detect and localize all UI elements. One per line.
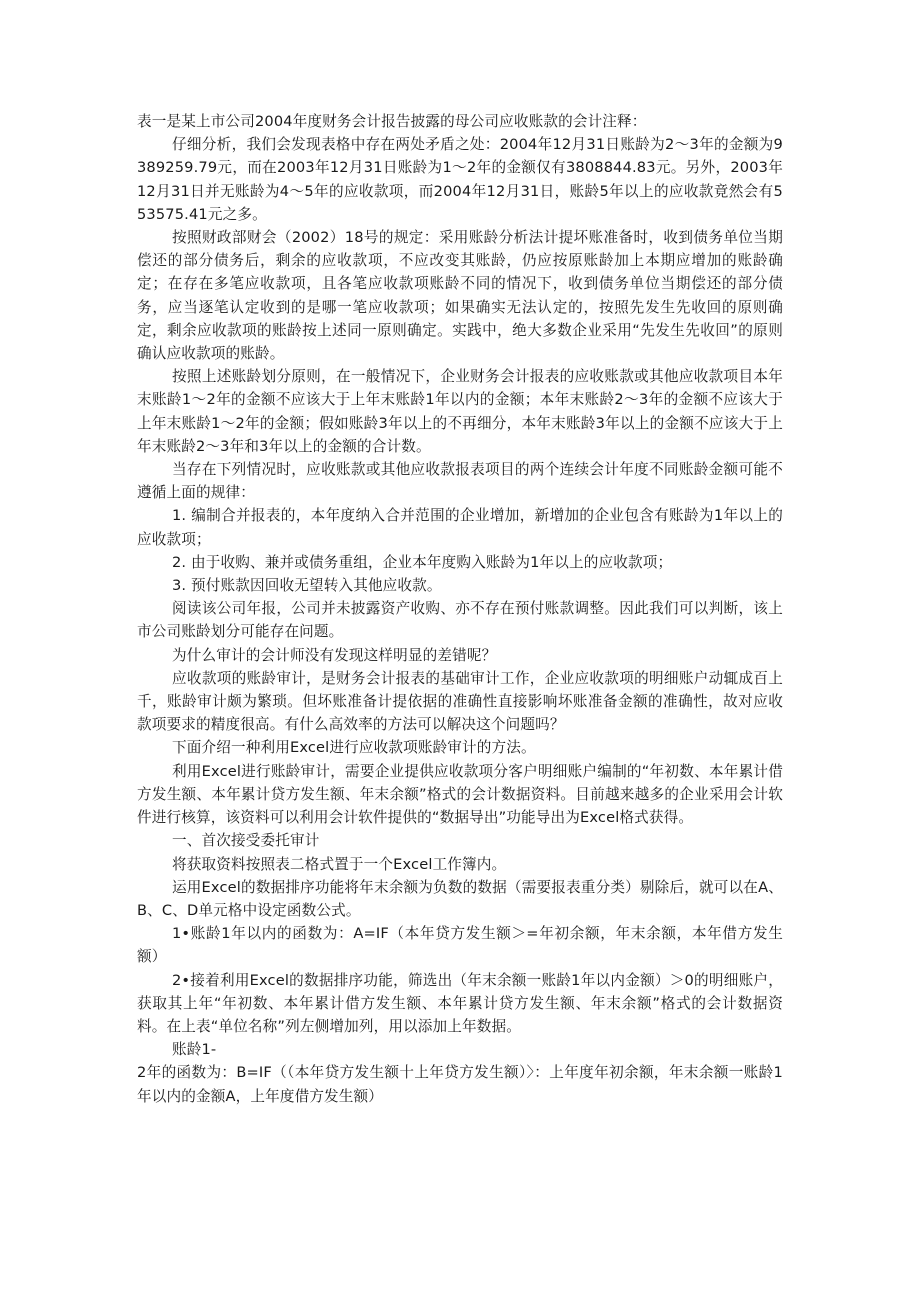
paragraph-sorting: 运用Excel的数据排序功能将年末余额为负数的数据（需要报表重分类）剔除后，就可以在A、B、C、D单元格中设定函数公式。 [137,878,783,919]
list-item-2: 2. 由于收购、兼并或债务重组，企业本年度购入账龄为1年以上的应收款项； [172,553,673,571]
paragraph-aging-principle: 按照上述账龄划分原则，在一般情况下，企业财务会计报表的应收账款或其他应收款项目本年末账龄1～2年的金额不应该大于上年末账龄1年以内的金额；本年末账龄2～3年的金额不应该大于上年末账龄1～2年的金额；假如账龄3年以上的不再细分，本年末账龄3年以上的金额不应该大于上年末账龄2～3年和3年以上的金额的合计数。 [137,368,783,455]
list-item-1: 1. 编制合并报表的，本年度纳入合并范围的企业增加，新增加的企业包含有账龄为1年以上的应收款项； [137,507,783,548]
formula-step-1: 1•账龄1年以内的函数为：A=IF（本年贷方发生额＞=年初余额，年末余额，本年借方发生额） [137,925,783,966]
section-heading-first-audit: 一、首次接受委托审计 [172,832,320,850]
document-body [137,110,783,1108]
paragraph-excel-data: 利用Excel进行账龄审计，需要企业提供应收款项分客户明细账户编制的“年初数、本年累计借方发生额、本年累计贷方发生额、年末余额”格式的会计数据资料。目前越来越多的企业采用会计软件进行核算，该资料可以利用会计软件提供的“数据导出”功能导出为Excel格式获得。 [137,762,783,827]
paragraph-regulation: 按照财政部财会（2002）18号的规定：采用账龄分析法计提坏账准备时，收到债务单位当期偿还的部分债务后，剩余的应收款项，不应改变其账龄，仍应按原账龄加上本期应增加的账龄确定；在存在多笔应收款项，且各笔应收款项账龄不同的情况下，收到债务单位当期偿还的部分债务，应当逐笔认定收到的是哪一笔应收款项；如果确实无法认定的，按照先发生先收回的原则确定，剩余应收款项的账龄按上述同一原则确定。实践中，绝大多数企业采用“先发生先收回”的原则确认应收款项的账龄。 [137,229,783,363]
paragraph-intro: 表一是某上市公司2004年度财务会计报告披露的母公司应收账款的会计注释： [137,113,647,130]
formula-aging-1-2: 2年的函数为：B=IF（（本年贷方发生额十上年贷方发生额）〉：上年度年初余额，年末余额一账龄1年以内的金额A，上年度借方发生额） [137,1064,783,1105]
paragraph-workbook: 将获取资料按照表二格式置于一个Excel工作簿内。 [172,855,507,873]
list-item-3: 3. 预付账款因回收无望转入其他应收款。 [172,577,442,595]
paragraph-exceptions: 当存在下列情况时，应收账款或其他应收款报表项目的两个连续会计年度不同账龄金额可能不遵循上面的规律： [137,461,783,502]
paragraph-question: 为什么审计的会计师没有发现这样明显的差错呢？ [172,646,497,664]
paragraph-method-intro: 下面介绍一种利用Excel进行应收款项账龄审计的方法。 [172,739,536,757]
formula-step-2: 2•接着利用Excel的数据排序功能，筛选出（年末余额一账龄1年以内金额）＞0的明细账户，获取其上年“年初数、本年累计借方发生额、本年累计贷方发生额、年末余额”格式的会计数据资料。在上表“单位名称”列左侧增加列，用以添加上年数据。 [137,971,783,1035]
formula-aging-label: 账龄1- [172,1041,217,1059]
paragraph-analysis: 仔细分析，我们会发现表格中存在两处矛盾之处：2004年12月31日账龄为2～3年的金额为9389259.79元，而在2003年12月31日账龄为1～2年的金额仅有3808844.83元。另外，2003年12月31日并无账龄为4～5年的应收款项，而2004年12月31日，账龄5年以上的应收款竟然会有553575.41元之多。 [137,136,783,223]
paragraph-audit-difficulty: 应收款项的账龄审计，是财务会计报表的基础审计工作，企业应收款项的明细账户动辄成百上千，账龄审计颇为繁琐。但坏账准备计提依据的准确性直接影响坏账准备金额的准确性，故对应收款项要求的精度很高。有什么高效率的方法可以解决这个问题吗？ [137,669,783,734]
paragraph-judgment: 阅读该公司年报，公司并未披露资产收购、亦不存在预付账款调整。因此我们可以判断，该上市公司账龄划分可能存在问题。 [137,600,783,641]
